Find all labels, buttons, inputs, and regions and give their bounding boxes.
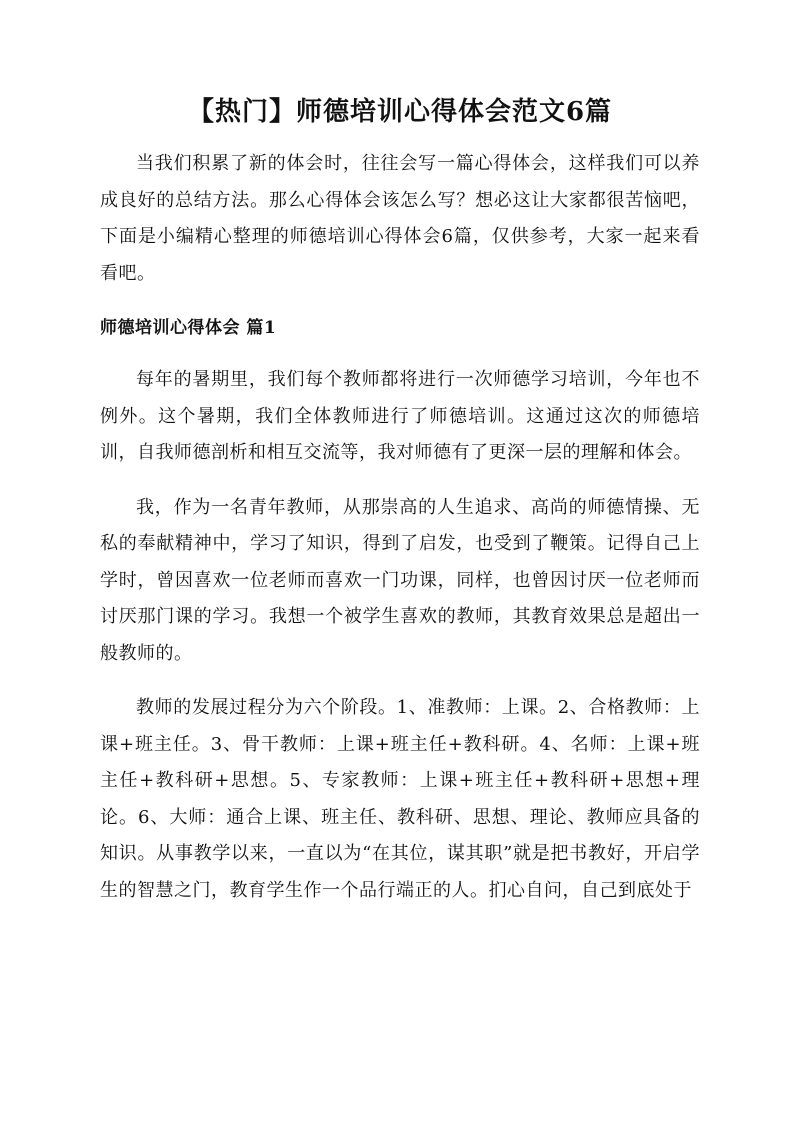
section-paragraph-3: 教师的发展过程分为六个阶段。1、准教师：上课。2、合格教师：上课+班主任。3、骨干教师：上课+班主任+教科研。4、名师：上课+班主任+教科研+思想。5、专家教师：上课+班主任+教科研+思想+理论。6、大师：通合上课、班主任、教科研、思想、理论、教师应具备的知识。从事教学以来，一直以为“在其位，谋其职”就是把书教好，开启学生的智慧之门，教育学生作一个品行端正的人。扪心自问，自己到底处于	[100, 697, 700, 901]
section-1	[100, 310, 700, 909]
document-title: 【热门】师德培训心得体会范文6篇	[187, 97, 613, 127]
section-paragraph-1: 每年的暑期里，我们每个教师都将进行一次师德学习培训，今年也不例外。这个暑期，我们全体教师进行了师德培训。这通过这次的师德培训，自我师德剖析和相互交流等，我对师德有了更深一层的理解和体会。	[100, 369, 700, 463]
intro-paragraph: 当我们积累了新的体会时，往往会写一篇心得体会，这样我们可以养成良好的总结方法。那么心得体会该怎么写？想必这让大家都很苦恼吧，下面是小编精心整理的师德培训心得体会6篇，仅供参考，大家一起来看看吧。	[100, 153, 700, 284]
section-paragraph-2: 我，作为一名青年教师，从那崇高的人生追求、高尚的师德情操、无私的奉献精神中，学习了知识，得到了启发，也受到了鞭策。记得自己上学时，曾因喜欢一位老师而喜欢一门功课，同样，也曾因讨厌一位老师而讨厌那门课的学习。我想一个被学生喜欢的教师，其教育效果总是超出一般教师的。	[100, 496, 700, 664]
document-body	[100, 146, 700, 927]
section-heading: 师德培训心得体会 篇1	[100, 318, 277, 338]
